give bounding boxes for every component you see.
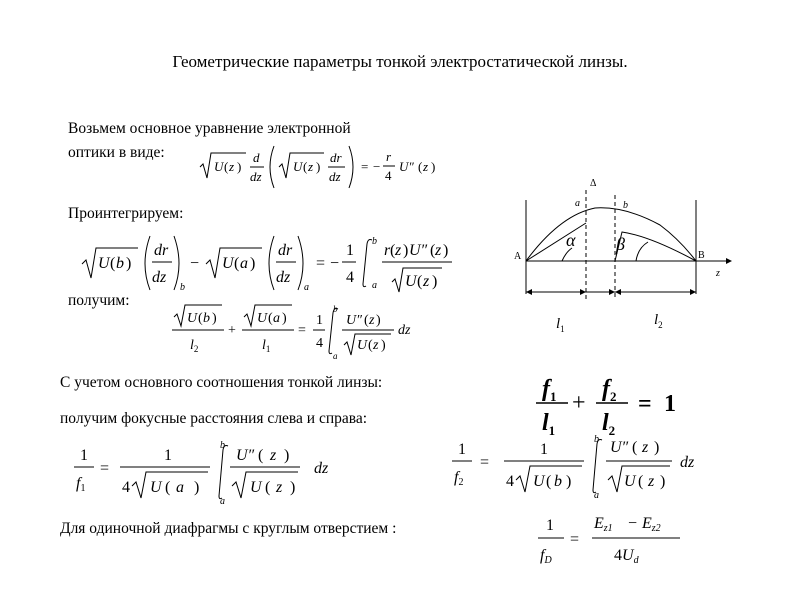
svg-text:(: ( bbox=[430, 242, 436, 259]
svg-text:l1: $l_1$ bbox=[262, 338, 271, 354]
lens-diagram bbox=[500, 170, 740, 340]
svg-text:+: + bbox=[228, 323, 236, 338]
thin-lens-label: С учетом основного соотношения тонкой линзы: bbox=[60, 374, 383, 391]
diaphragm-label: Для одиночной диафрагмы с круглым отверстием : bbox=[60, 520, 397, 537]
svg-text:b: b bbox=[116, 255, 124, 272]
svg-text:r: r bbox=[384, 242, 391, 259]
label-A: A bbox=[514, 251, 522, 262]
svg-text:=: = bbox=[100, 460, 110, 477]
svg-text:b: b bbox=[554, 473, 562, 490]
svg-text:1: 1 bbox=[546, 517, 554, 534]
svg-text:a: a bbox=[304, 282, 309, 293]
svg-text:): ) bbox=[431, 159, 436, 174]
sym-U: U bbox=[214, 159, 224, 174]
svg-text:a: a bbox=[594, 490, 599, 500]
svg-text:=: = bbox=[638, 391, 652, 417]
svg-text:): ) bbox=[566, 473, 572, 490]
svg-text:(: ( bbox=[418, 159, 423, 174]
svg-text:dz: dz bbox=[680, 454, 695, 471]
svg-text:U: U bbox=[533, 473, 545, 490]
sym-r: r bbox=[386, 149, 392, 164]
label-a: a bbox=[575, 198, 580, 209]
svg-text:(: ( bbox=[198, 311, 203, 326]
svg-text:(: ( bbox=[546, 473, 552, 490]
svg-text:a: a bbox=[240, 255, 248, 272]
svg-text:z: z bbox=[369, 313, 375, 328]
svg-text:z: z bbox=[270, 447, 277, 464]
svg-text:U: U bbox=[98, 255, 110, 272]
svg-text:): ) bbox=[316, 159, 321, 174]
svg-text:U: U bbox=[150, 479, 162, 496]
svg-text:): ) bbox=[126, 255, 132, 272]
svg-text:4: 4 bbox=[316, 336, 323, 351]
formula-diaphragm bbox=[534, 508, 704, 574]
svg-text:z: z bbox=[276, 479, 283, 496]
svg-text:(: ( bbox=[165, 479, 171, 496]
svg-text:fD: fD bbox=[540, 547, 552, 566]
svg-text:4Ud: 4Ud bbox=[614, 547, 639, 566]
svg-text:Ez1: Ez1 bbox=[594, 515, 613, 534]
label-l1: $l_1$ bbox=[556, 316, 565, 334]
svg-text:l2: $l_2$ bbox=[602, 410, 616, 438]
svg-text:l1: $l_1$ bbox=[542, 410, 556, 438]
svg-text:b: b bbox=[333, 304, 338, 314]
svg-text:dz: dz bbox=[398, 323, 411, 338]
svg-text:1: 1 bbox=[540, 441, 548, 458]
svg-text:dr: dr bbox=[154, 242, 169, 259]
svg-text:−: − bbox=[628, 515, 638, 532]
label-B: B bbox=[698, 250, 705, 261]
svg-text:a: a bbox=[372, 280, 377, 291]
svg-text:(: ( bbox=[390, 242, 396, 259]
sym-z: z bbox=[229, 159, 235, 174]
svg-text:a: a bbox=[273, 311, 280, 326]
sym-dz: dz bbox=[250, 169, 262, 184]
svg-text:U: U bbox=[222, 255, 234, 272]
label-delta: Δ bbox=[590, 178, 597, 189]
formula-integrated bbox=[76, 228, 476, 298]
svg-text:): ) bbox=[432, 273, 438, 290]
svg-text:1: 1 bbox=[164, 447, 172, 464]
svg-text:=: = bbox=[361, 159, 369, 174]
svg-text:U″: U″ bbox=[236, 447, 255, 464]
svg-text:): ) bbox=[284, 447, 290, 464]
svg-text:): ) bbox=[250, 255, 256, 272]
svg-text:U: U bbox=[257, 311, 268, 326]
svg-text:U: U bbox=[405, 273, 417, 290]
svg-text:z: z bbox=[435, 242, 442, 259]
svg-text:): ) bbox=[381, 338, 386, 353]
svg-text:U: U bbox=[624, 473, 636, 490]
svg-text:4: 4 bbox=[385, 168, 392, 183]
svg-text:dz: dz bbox=[152, 269, 167, 286]
svg-text:1: 1 bbox=[346, 242, 354, 259]
svg-text:a: a bbox=[176, 479, 184, 496]
svg-text:l2: $l_2$ bbox=[190, 338, 199, 354]
svg-text:): ) bbox=[282, 311, 287, 326]
svg-text:−: − bbox=[190, 255, 200, 272]
formula-f1 bbox=[70, 436, 360, 506]
svg-text:): ) bbox=[654, 439, 660, 456]
slide-title: Геометрические параметры тонкой электростатической линзы. bbox=[172, 52, 628, 71]
svg-text:z: z bbox=[642, 439, 649, 456]
svg-text:f1: $f_1$ bbox=[542, 376, 557, 404]
svg-text:): ) bbox=[443, 242, 449, 259]
svg-text:=: = bbox=[316, 255, 326, 272]
svg-text:1: 1 bbox=[80, 447, 88, 464]
svg-text:z: z bbox=[423, 159, 429, 174]
svg-text:dz: dz bbox=[314, 460, 329, 477]
svg-text:a: a bbox=[220, 496, 225, 506]
svg-text:U″: U″ bbox=[409, 242, 428, 259]
svg-text:f2: f2 bbox=[454, 469, 464, 488]
potential-curve bbox=[526, 208, 696, 261]
svg-text:a: a bbox=[333, 351, 338, 361]
svg-text:dz: dz bbox=[276, 269, 291, 286]
svg-text:=: = bbox=[298, 323, 306, 338]
intro-line-1: Возьмем основное уравнение электронной bbox=[68, 120, 351, 137]
formula-basic-equation bbox=[196, 140, 456, 194]
svg-text:(: ( bbox=[638, 473, 644, 490]
label-beta: β bbox=[616, 234, 625, 254]
svg-text:Ez2: Ez2 bbox=[642, 515, 661, 534]
svg-text:U″: U″ bbox=[346, 313, 362, 328]
svg-text:1: 1 bbox=[316, 313, 323, 328]
svg-text:=: = bbox=[480, 454, 490, 471]
svg-text:(: ( bbox=[368, 338, 373, 353]
svg-text:b: b bbox=[203, 311, 210, 326]
formula-obtained bbox=[170, 303, 430, 363]
svg-text:): ) bbox=[290, 479, 296, 496]
svg-text:b: b bbox=[180, 282, 185, 293]
svg-text:1: 1 bbox=[458, 441, 466, 458]
svg-text:z: z bbox=[373, 338, 379, 353]
svg-text:(: ( bbox=[265, 479, 271, 496]
svg-text:−: − bbox=[330, 255, 340, 272]
svg-text:z: z bbox=[648, 473, 655, 490]
label-alpha: α bbox=[566, 230, 576, 250]
svg-text:U: U bbox=[357, 338, 368, 353]
svg-text:U: U bbox=[187, 311, 198, 326]
svg-text:(: ( bbox=[258, 447, 264, 464]
integrate-label: Проинтегрируем: bbox=[68, 205, 184, 222]
svg-text:4: 4 bbox=[122, 479, 130, 496]
svg-text:): ) bbox=[237, 159, 242, 174]
svg-text:(: ( bbox=[234, 255, 240, 272]
svg-text:=: = bbox=[570, 531, 580, 548]
svg-text:−: − bbox=[373, 159, 381, 174]
svg-text:b: b bbox=[594, 434, 599, 445]
svg-text:(: ( bbox=[632, 439, 638, 456]
svg-text:z: z bbox=[308, 159, 314, 174]
svg-text:U: U bbox=[293, 159, 303, 174]
svg-text:(: ( bbox=[417, 273, 423, 290]
svg-text:(: ( bbox=[110, 255, 116, 272]
svg-text:): ) bbox=[212, 311, 217, 326]
svg-text:4: 4 bbox=[346, 269, 354, 286]
svg-text:(: ( bbox=[268, 311, 273, 326]
svg-text:): ) bbox=[403, 242, 409, 259]
svg-text:U″: U″ bbox=[610, 439, 629, 456]
svg-text:dz: dz bbox=[329, 169, 341, 184]
focal-label: получим фокусные расстояния слева и справа: bbox=[60, 410, 368, 427]
formula-f2 bbox=[448, 430, 738, 500]
sym-d: d bbox=[253, 150, 260, 165]
intro-line-2: оптики в виде: bbox=[68, 144, 165, 161]
svg-text:b: b bbox=[220, 440, 225, 451]
svg-text:): ) bbox=[660, 473, 666, 490]
svg-text:dr: dr bbox=[278, 242, 293, 259]
svg-text:U: U bbox=[250, 479, 262, 496]
svg-text:(: ( bbox=[364, 313, 369, 328]
svg-text:): ) bbox=[376, 313, 381, 328]
svg-text:f1: f1 bbox=[76, 475, 86, 494]
svg-text:): ) bbox=[194, 479, 200, 496]
svg-text:U″: U″ bbox=[399, 159, 414, 174]
obtain-label: получим: bbox=[68, 292, 130, 309]
svg-text:z: z bbox=[395, 242, 402, 259]
label-z: z bbox=[716, 268, 720, 279]
svg-text:f2: $f_2$ bbox=[602, 376, 617, 404]
label-l2: $l_2$ bbox=[654, 312, 663, 330]
svg-text:z: z bbox=[423, 273, 430, 290]
label-b: b bbox=[623, 200, 628, 211]
sym-dr: dr bbox=[330, 150, 342, 165]
svg-text:+: + bbox=[572, 390, 586, 416]
svg-text:b: b bbox=[372, 236, 377, 247]
svg-text:1: 1 bbox=[664, 391, 676, 417]
svg-text:(: ( bbox=[224, 159, 229, 174]
svg-text:(: ( bbox=[303, 159, 308, 174]
svg-text:4: 4 bbox=[506, 473, 514, 490]
